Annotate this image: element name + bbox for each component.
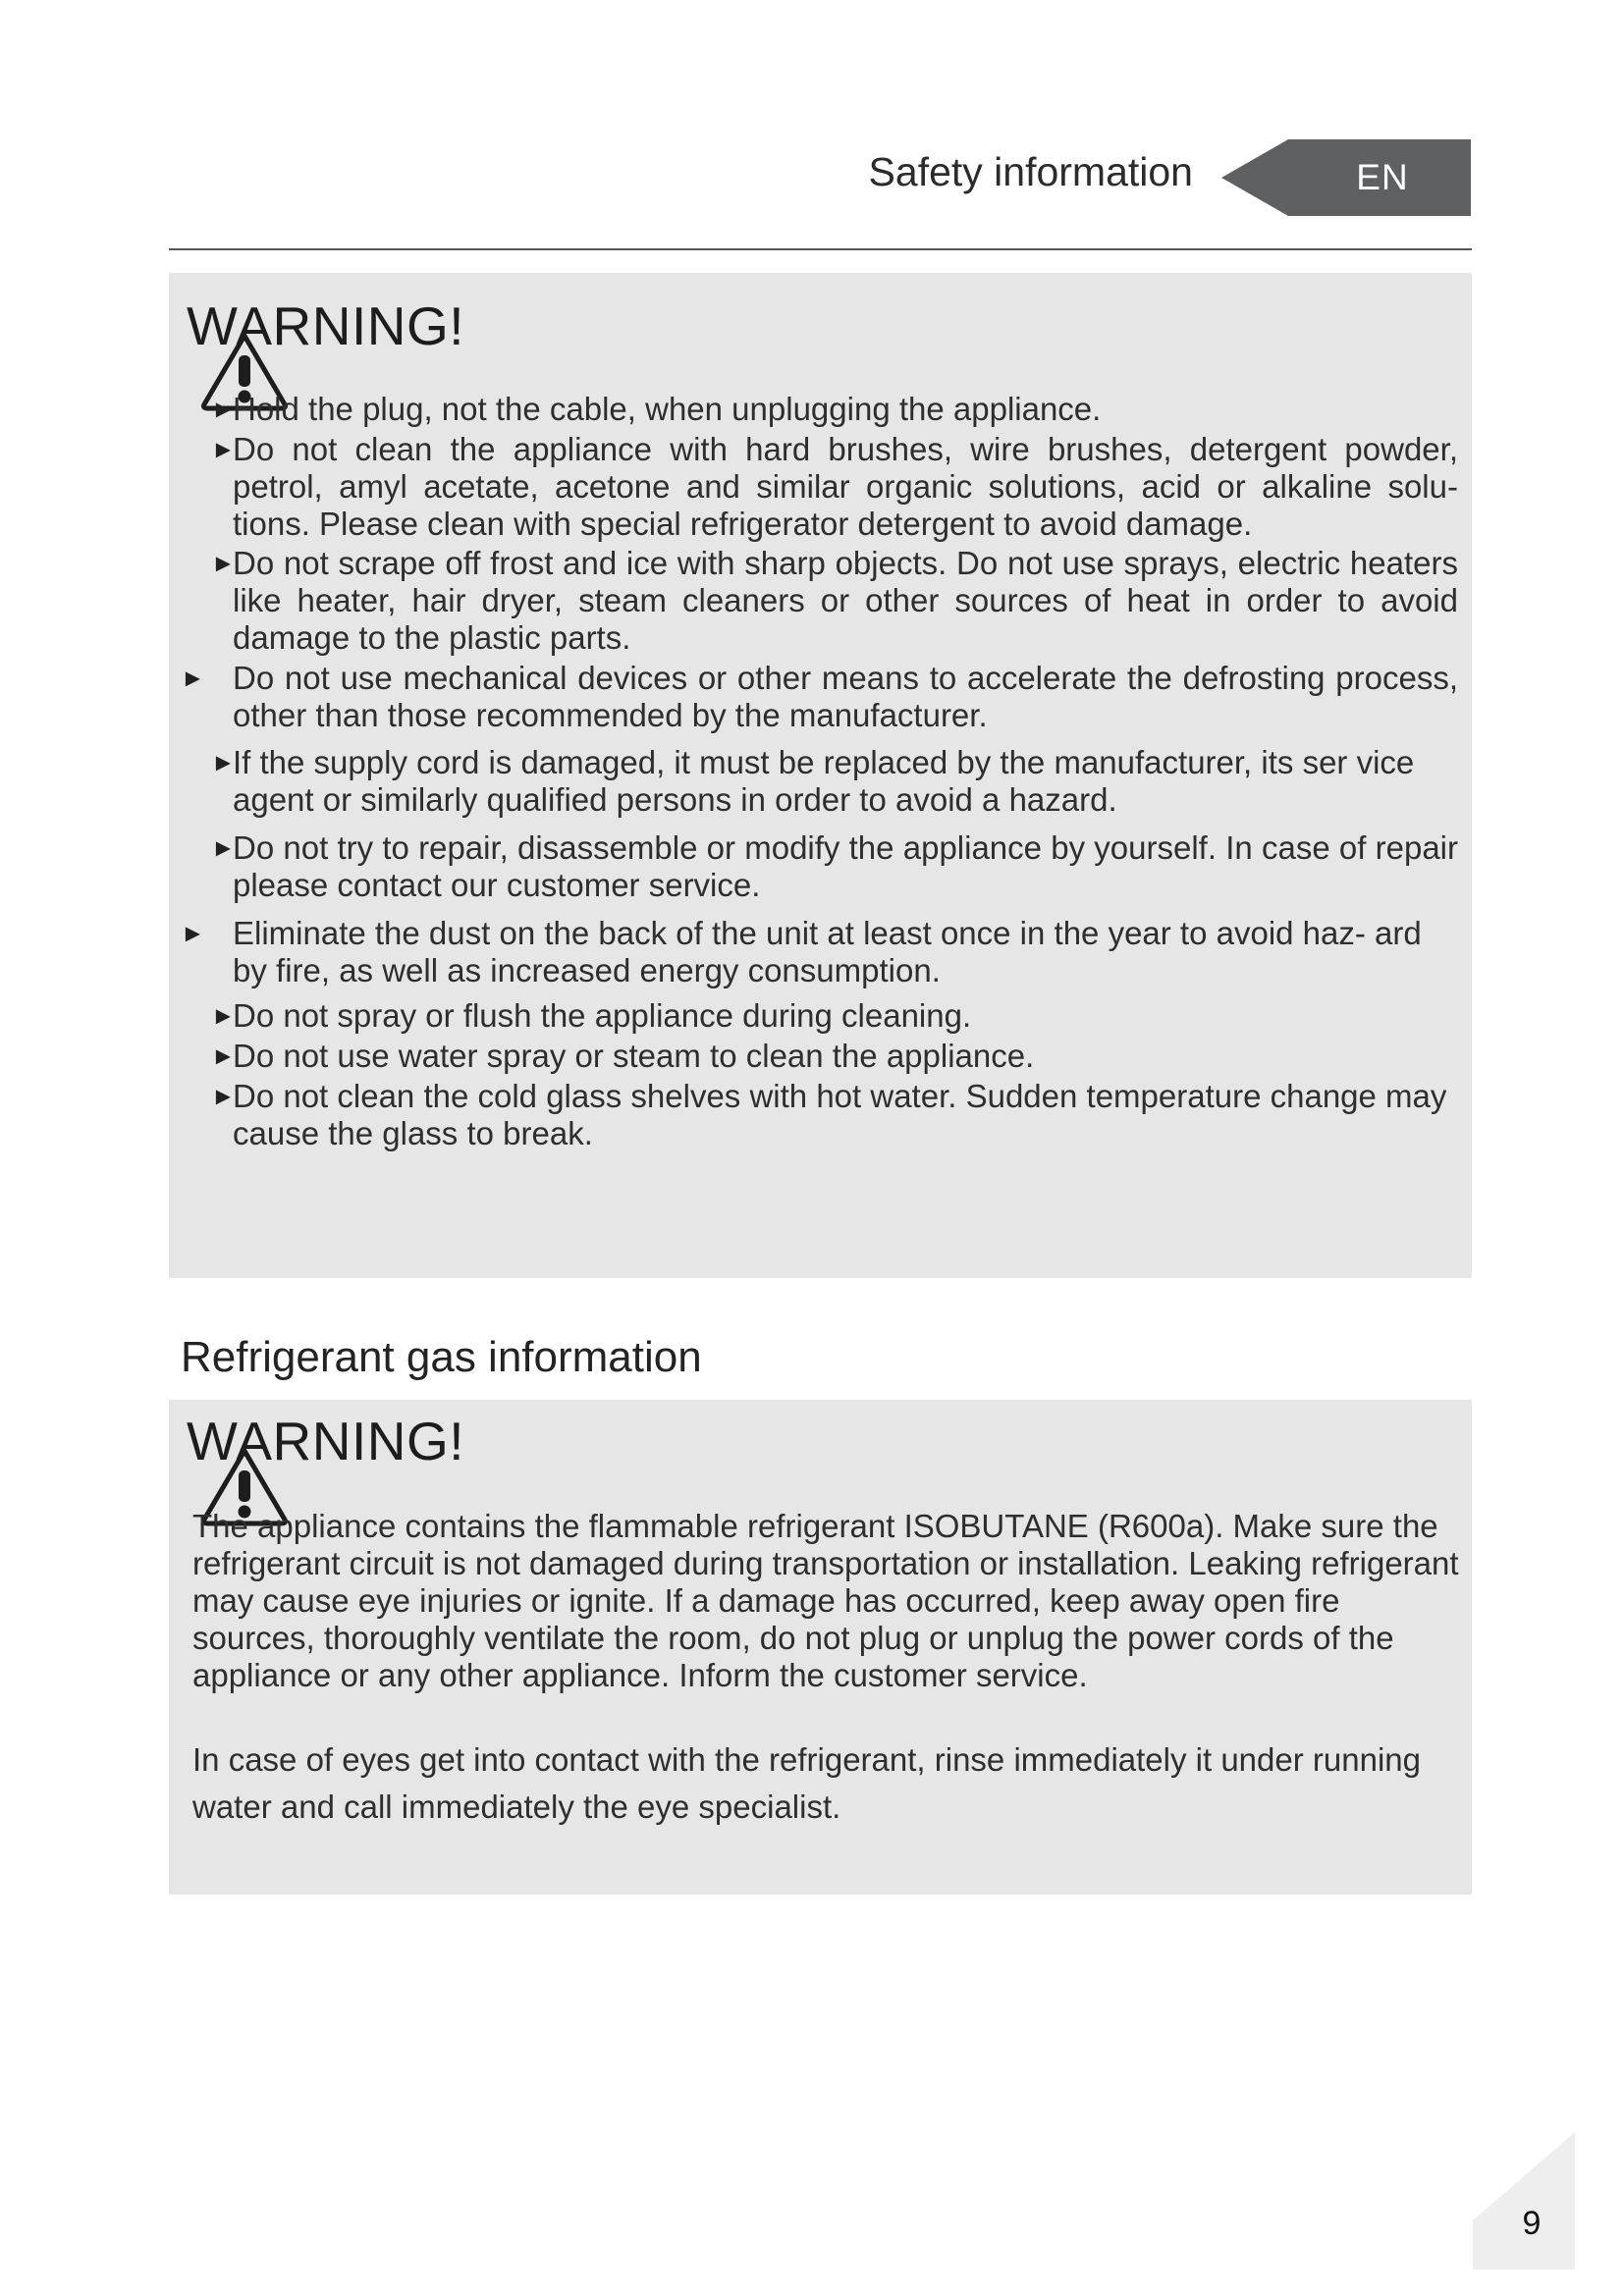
- warning-heading: WARNING!: [187, 1411, 465, 1471]
- list-item-text: If the supply cord is damaged, it must be replaced by the manufacturer, its ser vice agent or similarly qualified persons in order to avoid a hazard.: [233, 744, 1415, 818]
- section-title: Refrigerant gas information: [181, 1333, 702, 1381]
- list-item-text: Do not use water spray or steam to clean the appliance.: [233, 1038, 1035, 1074]
- list-item-text: Do not scrape off frost and ice with sharp objects. Do not use sprays, electric heaters like heater, hair dryer, steam cleaners or other sources of heat in order to avoid damage to the plastic parts.: [233, 545, 1458, 656]
- page-number: 9: [1522, 2205, 1542, 2242]
- bullet-arrow-icon: ►: [211, 436, 236, 463]
- refrigerant-paragraph: The appliance contains the flammable refrigerant ISOBUTANE (R600a). Make sure the refrigerant circuit is not damaged during transportation or installation. Leaking refrigerant may cause eye injuries or ignite. If a damage has occurred, keep away open fire sources, thoroughly ventilate the room, do not plug or unplug the power cords of the appliance or any other appliance. Inform the customer service.: [192, 1508, 1459, 1693]
- warning-box-refrigerant: [169, 1400, 1472, 1895]
- page-header-title: Safety information: [868, 149, 1193, 194]
- bullet-arrow-icon: ►: [181, 920, 205, 947]
- bullet-arrow-icon: ►: [211, 550, 236, 577]
- list-item-text: Do not spray or flush the appliance during cleaning.: [233, 997, 972, 1034]
- bullet-arrow-icon: ►: [211, 1083, 236, 1110]
- warning-box-maintenance: [169, 273, 1472, 1278]
- list-item-text: Do not try to repair, disassemble or modify the appliance by yourself. In case of repair please contact our customer service.: [233, 829, 1458, 903]
- list-item-text: Do not clean the cold glass shelves with hot water. Sudden temperature change may cause the glass to break.: [233, 1078, 1447, 1151]
- warning-list: [169, 273, 1472, 1278]
- language-label: EN: [1356, 157, 1409, 197]
- warning-heading: WARNING!: [187, 295, 465, 356]
- bullet-arrow-icon: ►: [211, 834, 236, 862]
- language-tab: [1221, 139, 1471, 216]
- refrigerant-paragraph: In case of eyes get into contact with the refrigerant, rinse immediately it under running water and call immediately the eye specialist.: [192, 1741, 1421, 1825]
- header-divider: [169, 248, 1472, 250]
- list-item-text: Eliminate the dust on the back of the unit at least once in the year to avoid haz- ard by fire, as well as increased energy consumption.: [233, 915, 1422, 988]
- list-item-text: Do not clean the appliance with hard brushes, wire brushes, detergent powder, petrol, amyl acetate, acetone and similar organic solutions, acid or alkaline solu- tions. Please clean with special refrigerator detergent to avoid damage.: [233, 431, 1458, 542]
- list-item-text: Do not use mechanical devices or other means to accelerate the defrosting process, other than those recommended by the manufacturer.: [233, 660, 1458, 733]
- list-item-text: Hold the plug, not the cable, when unplugging the appliance.: [233, 391, 1102, 427]
- bullet-arrow-icon: ►: [211, 396, 236, 423]
- bullet-arrow-icon: ►: [181, 665, 205, 692]
- bullet-arrow-icon: ►: [211, 749, 236, 776]
- bullet-arrow-icon: ►: [211, 1002, 236, 1030]
- page-corner-shape: [1473, 2132, 1575, 2269]
- bullet-arrow-icon: ►: [211, 1042, 236, 1070]
